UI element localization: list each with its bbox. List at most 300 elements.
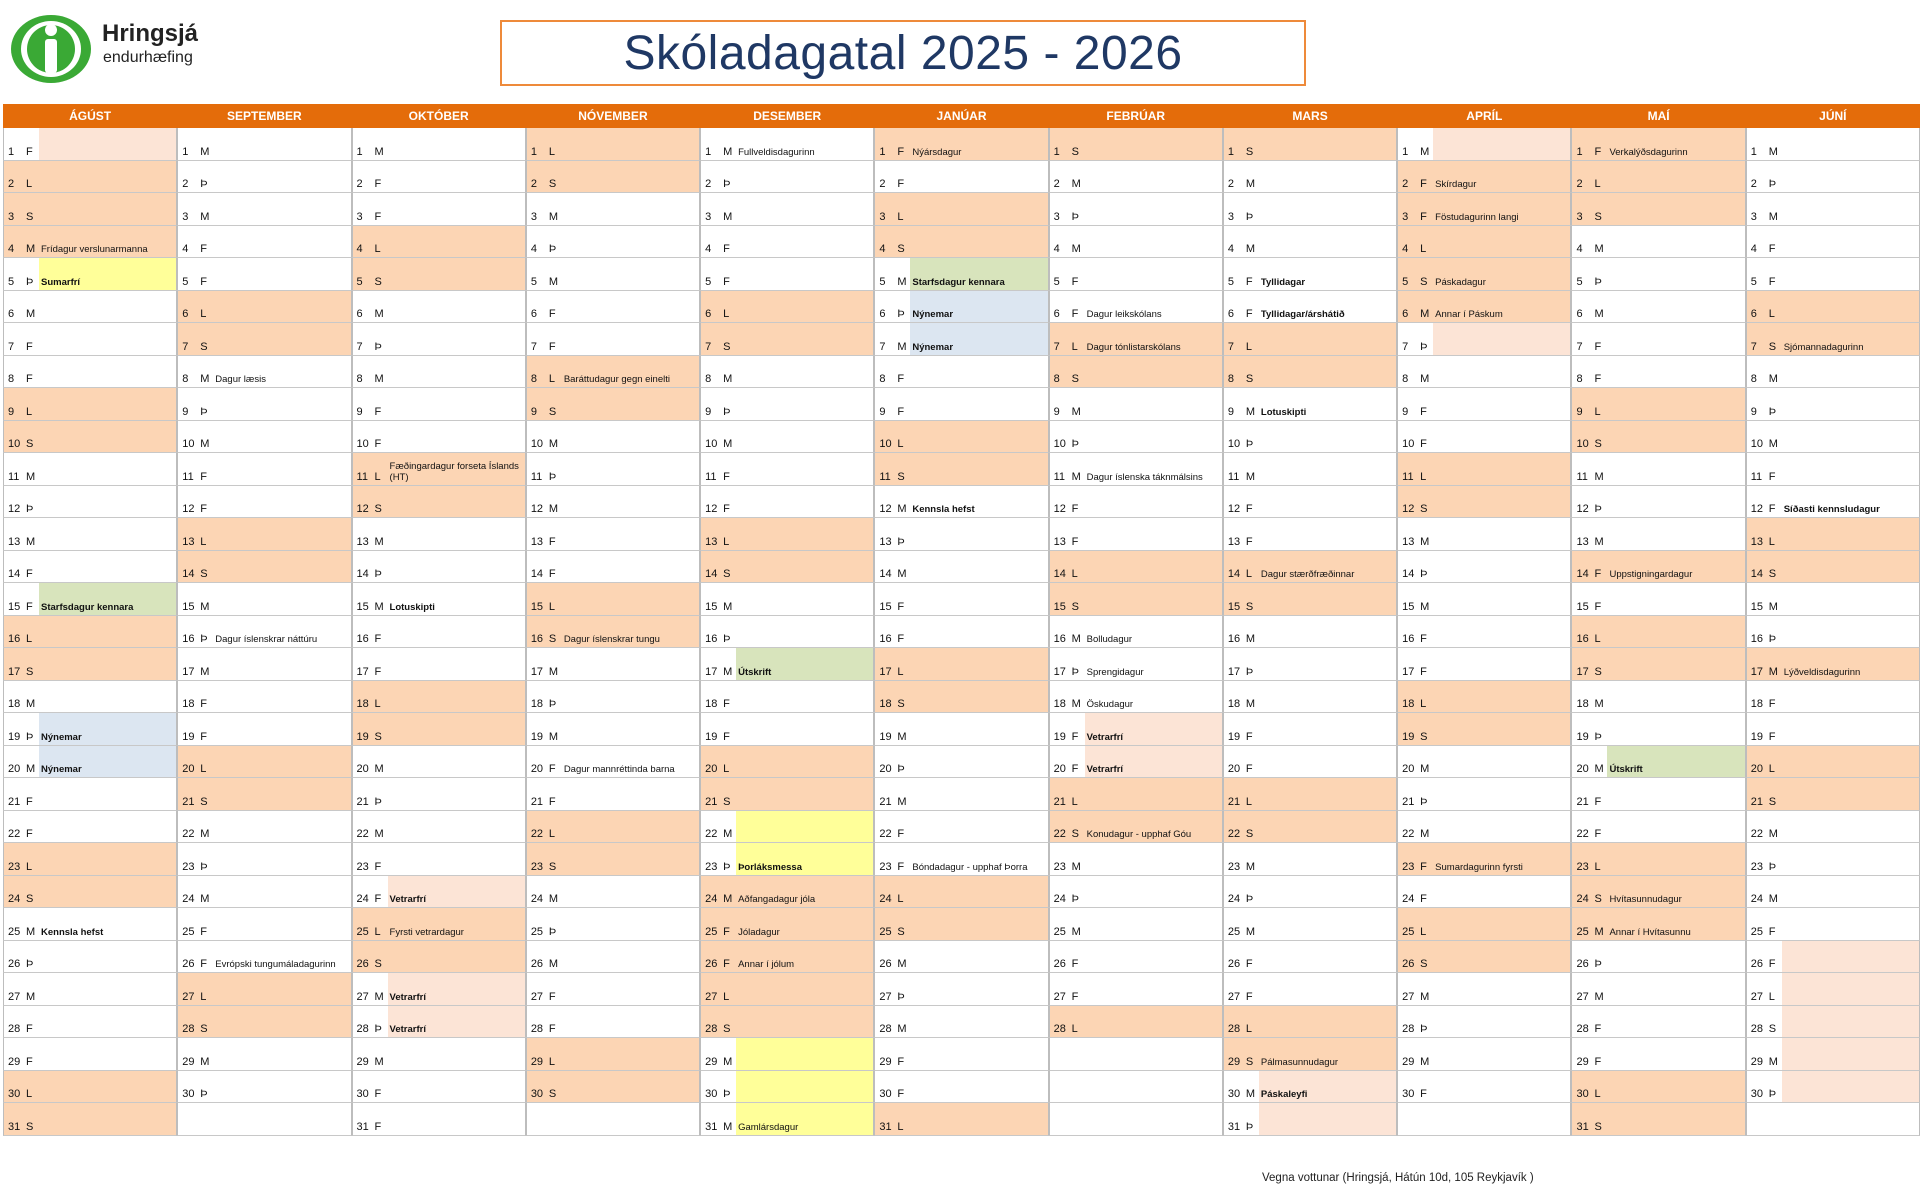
weekday-letter: S (1071, 600, 1079, 613)
weekday-letter: L (374, 698, 381, 710)
weekday-letter: F (897, 373, 905, 385)
event-cell (910, 811, 1048, 844)
day-cell (352, 1038, 388, 1071)
event-cell (1085, 421, 1223, 454)
event-label: Tyllidagar/árshátið (1260, 309, 1345, 320)
day-cell (1397, 713, 1433, 746)
day-number: 25 (8, 925, 21, 938)
event-cell (562, 941, 700, 974)
event-cell (1085, 161, 1223, 194)
day-number: 20 (182, 763, 195, 775)
weekday-letter: F (374, 860, 382, 873)
event-cell (1085, 1071, 1223, 1104)
weekday-letter: F (1768, 925, 1776, 938)
weekday-letter: F (723, 925, 730, 938)
weekday-letter: L (1071, 795, 1078, 808)
weekday-letter: S (548, 405, 557, 418)
weekday-letter: S (1594, 438, 1602, 450)
event-cell (1782, 876, 1920, 909)
weekday-letter: F (1594, 340, 1602, 353)
event-cell (39, 388, 177, 421)
event-label: Lotuskipti (389, 601, 435, 613)
weekday-letter: Þ (1071, 893, 1079, 905)
day-cell (177, 746, 213, 779)
weekday-letter: L (26, 1088, 33, 1100)
day-number: 30 (182, 1088, 195, 1100)
event-cell (388, 258, 526, 291)
weekday-letter: F (723, 730, 730, 743)
day-number: 26 (879, 958, 892, 970)
weekday-letter: F (1768, 958, 1776, 970)
event-cell (1259, 1071, 1397, 1104)
event-cell (213, 1071, 351, 1104)
day-number: 2 (705, 178, 712, 190)
event-cell (910, 128, 1048, 161)
event-label: Jóladagur (738, 926, 780, 938)
day-number: 27 (182, 990, 195, 1003)
event-label: Konudagur - upphaf Góu (1086, 829, 1192, 840)
event-cell (1259, 453, 1397, 486)
weekday-letter: L (897, 438, 904, 450)
day-number: 15 (705, 600, 718, 613)
weekday-letter: M (548, 503, 558, 515)
weekday-letter: L (1594, 178, 1601, 190)
weekday-letter: S (1245, 145, 1254, 158)
day-cell (1746, 291, 1782, 324)
day-cell (1223, 1006, 1259, 1039)
event-cell (213, 973, 351, 1006)
event-cell (388, 128, 526, 161)
day-number: 31 (705, 1120, 718, 1133)
weekday-letter: M (723, 893, 733, 905)
day-cell (1746, 973, 1782, 1006)
weekday-letter: F (374, 438, 382, 450)
event-cell (1607, 323, 1745, 356)
day-cell (700, 876, 736, 909)
event-label: Þorláksmessa (738, 861, 802, 873)
weekday-letter: S (1245, 373, 1254, 385)
weekday-letter: Þ (548, 925, 557, 938)
weekday-letter: F (548, 795, 556, 808)
day-cell (1397, 908, 1433, 941)
day-cell (700, 323, 736, 356)
weekday-letter: Þ (1420, 1023, 1428, 1035)
day-cell (700, 941, 736, 974)
day-cell (177, 226, 213, 259)
weekday-letter: Þ (1768, 633, 1777, 645)
day-cell (526, 258, 562, 291)
weekday-letter: F (897, 1055, 905, 1068)
event-cell (910, 973, 1048, 1006)
event-cell (736, 811, 874, 844)
day-number: 30 (1402, 1088, 1415, 1100)
weekday-letter: F (1768, 275, 1776, 288)
day-number: 27 (356, 990, 369, 1003)
day-number: 28 (1750, 1023, 1763, 1035)
day-number: 2 (530, 178, 537, 190)
event-cell (1782, 291, 1920, 324)
event-cell (736, 486, 874, 519)
day-number: 10 (1227, 438, 1241, 450)
weekday-letter: M (1071, 470, 1081, 483)
day-cell (352, 876, 388, 909)
day-number: 12 (1750, 503, 1763, 515)
day-cell (352, 258, 388, 291)
event-label: Útskrift (1609, 764, 1643, 775)
weekday-letter: M (723, 373, 733, 385)
day-number: 26 (530, 958, 544, 970)
event-label: Lýðveldisdagurinn (1783, 666, 1861, 678)
weekday-letter: S (1420, 275, 1428, 288)
weekday-letter: F (897, 145, 905, 158)
weekday-letter: S (1594, 665, 1602, 678)
event-cell (388, 1071, 526, 1104)
event-cell (213, 518, 351, 551)
event-cell (39, 843, 177, 876)
event-cell (1433, 421, 1571, 454)
day-cell (352, 713, 388, 746)
day-cell (177, 1103, 213, 1136)
day-number: 27 (1576, 990, 1589, 1003)
weekday-letter: Þ (723, 860, 731, 873)
event-cell (562, 1006, 700, 1039)
weekday-letter: S (1420, 730, 1428, 743)
month-header: NÓVEMBER (526, 104, 700, 128)
day-cell (526, 421, 562, 454)
event-cell (1085, 388, 1223, 421)
day-number: 8 (530, 373, 537, 385)
event-cell (39, 356, 177, 389)
weekday-letter: M (1071, 698, 1081, 710)
event-cell (39, 778, 177, 811)
event-cell (1259, 193, 1397, 226)
day-number: 31 (8, 1120, 21, 1133)
day-number: 27 (1402, 990, 1415, 1003)
weekday-letter: M (1768, 373, 1778, 385)
day-number: 11 (879, 470, 891, 483)
event-cell (910, 843, 1048, 876)
day-cell (526, 648, 562, 681)
event-cell (736, 421, 874, 454)
weekday-letter: F (1420, 633, 1427, 645)
day-number: 2 (879, 178, 886, 190)
weekday-letter: M (1768, 828, 1778, 840)
weekday-letter: F (1420, 178, 1427, 190)
event-cell (1085, 226, 1223, 259)
event-cell (213, 193, 351, 226)
day-cell (3, 356, 39, 389)
day-number: 29 (1402, 1055, 1415, 1068)
weekday-letter: F (897, 1088, 905, 1100)
day-number: 16 (356, 633, 369, 645)
day-number: 1 (1227, 145, 1235, 158)
weekday-letter: Þ (548, 698, 557, 710)
day-cell (352, 291, 388, 324)
weekday-letter: S (897, 698, 905, 710)
day-cell (1049, 811, 1085, 844)
event-cell (213, 356, 351, 389)
day-number: 18 (8, 698, 21, 710)
event-cell (562, 811, 700, 844)
day-number: 19 (8, 730, 21, 743)
weekday-letter: F (374, 1120, 382, 1133)
event-cell (910, 941, 1048, 974)
weekday-letter: S (723, 1023, 731, 1035)
day-cell (1049, 616, 1085, 649)
event-cell (736, 323, 874, 356)
weekday-letter: M (1420, 535, 1430, 548)
day-cell (700, 518, 736, 551)
day-cell (874, 291, 910, 324)
page-title: Skóladagatal 2025 - 2026 (623, 26, 1183, 80)
event-cell (1085, 551, 1223, 584)
weekday-letter: F (1594, 1055, 1602, 1068)
event-cell (1433, 908, 1571, 941)
day-cell (352, 323, 388, 356)
weekday-letter: M (548, 730, 558, 743)
event-cell (1607, 1038, 1745, 1071)
day-number: 17 (182, 665, 195, 678)
day-number: 1 (1402, 145, 1409, 158)
month-header: MAÍ (1571, 104, 1745, 128)
weekday-letter: L (1071, 568, 1078, 580)
event-cell (910, 161, 1048, 194)
weekday-letter: S (1594, 893, 1602, 905)
day-number: 2 (1750, 178, 1757, 190)
day-cell (1223, 128, 1259, 161)
weekday-letter: Þ (1768, 405, 1777, 418)
weekday-letter: F (1245, 730, 1253, 743)
weekday-letter: M (374, 763, 384, 775)
weekday-letter: F (200, 470, 207, 483)
day-number: 14 (1053, 568, 1066, 580)
day-number: 31 (1576, 1120, 1589, 1133)
day-cell (700, 193, 736, 226)
day-number: 28 (1576, 1023, 1589, 1035)
day-cell (3, 941, 39, 974)
day-number: 21 (1576, 795, 1589, 808)
event-cell (1607, 551, 1745, 584)
day-number: 22 (1750, 828, 1763, 840)
day-cell (1223, 193, 1259, 226)
day-number: 24 (705, 893, 718, 905)
weekday-letter: M (1594, 763, 1604, 775)
day-cell (352, 843, 388, 876)
weekday-letter: S (200, 340, 208, 353)
event-label: Dagur leikskólans (1086, 309, 1162, 320)
day-cell (1049, 746, 1085, 779)
day-number: 5 (879, 275, 886, 288)
event-label: Nýársdagur (912, 146, 962, 158)
day-number: 1 (530, 145, 537, 158)
event-cell (910, 583, 1048, 616)
event-cell (1607, 291, 1745, 324)
day-cell (1397, 876, 1433, 909)
day-number: 10 (182, 438, 195, 450)
day-cell (1571, 811, 1607, 844)
day-number: 12 (182, 503, 195, 515)
event-cell (562, 1038, 700, 1071)
weekday-letter: S (1245, 828, 1254, 840)
weekday-letter: F (548, 308, 556, 320)
weekday-letter: Þ (26, 275, 34, 288)
day-number: 29 (1576, 1055, 1589, 1068)
weekday-letter: Þ (897, 308, 905, 320)
weekday-letter: F (1245, 503, 1253, 515)
day-cell (1397, 323, 1433, 356)
event-label: Dagur stærðfræðinnar (1260, 569, 1355, 580)
day-cell (1746, 388, 1782, 421)
day-cell (874, 1103, 910, 1136)
day-cell (1397, 1071, 1433, 1104)
day-cell (1746, 486, 1782, 519)
event-cell (388, 778, 526, 811)
day-number: 25 (879, 925, 892, 938)
day-number: 21 (356, 795, 369, 808)
month-header: MARS (1223, 104, 1397, 128)
day-cell (3, 1038, 39, 1071)
day-cell (1223, 161, 1259, 194)
event-cell (39, 161, 177, 194)
weekday-letter: M (723, 665, 733, 678)
day-cell (1571, 1071, 1607, 1104)
day-cell (1746, 323, 1782, 356)
day-number: 12 (1402, 503, 1415, 515)
day-number: 13 (879, 535, 892, 548)
day-number: 20 (356, 763, 369, 775)
weekday-letter: F (26, 145, 33, 158)
event-cell (736, 746, 874, 779)
weekday-letter: M (26, 243, 36, 255)
event-cell (213, 941, 351, 974)
day-cell (1049, 551, 1085, 584)
weekday-letter: L (548, 600, 555, 613)
weekday-letter: F (374, 893, 382, 905)
day-cell (1746, 811, 1782, 844)
day-number: 17 (530, 665, 544, 678)
event-cell (388, 616, 526, 649)
day-number: 18 (356, 698, 369, 710)
event-cell (562, 551, 700, 584)
event-cell (39, 421, 177, 454)
weekday-letter: F (723, 503, 730, 515)
event-cell (1607, 876, 1745, 909)
weekday-letter: F (1594, 795, 1602, 808)
day-number: 19 (1227, 730, 1241, 743)
day-number: 16 (530, 633, 544, 645)
day-number: 13 (1750, 535, 1763, 548)
day-cell (3, 713, 39, 746)
day-cell (177, 551, 213, 584)
hringsja-logo-icon (10, 14, 93, 84)
day-cell (1746, 518, 1782, 551)
day-cell (1746, 713, 1782, 746)
event-cell (910, 1006, 1048, 1039)
day-number: 2 (1576, 178, 1583, 190)
day-cell (1746, 1006, 1782, 1039)
day-number: 24 (1402, 893, 1415, 905)
day-number: 13 (530, 535, 544, 548)
event-cell (1607, 388, 1745, 421)
event-cell (1782, 258, 1920, 291)
weekday-letter: M (1420, 828, 1430, 840)
day-cell (700, 843, 736, 876)
day-number: 20 (1053, 763, 1066, 775)
event-cell (388, 323, 526, 356)
day-number: 16 (1750, 633, 1763, 645)
event-cell (1433, 323, 1571, 356)
weekday-letter: Þ (1245, 1120, 1254, 1133)
day-cell (177, 973, 213, 1006)
event-cell (39, 1103, 177, 1136)
event-cell (213, 1038, 351, 1071)
event-cell (1782, 193, 1920, 226)
event-label: Aðfangadagur jóla (738, 894, 816, 905)
day-cell (1571, 193, 1607, 226)
event-label: Dagur mannréttinda barna (563, 764, 675, 775)
event-cell (562, 226, 700, 259)
event-cell (910, 551, 1048, 584)
day-cell (3, 193, 39, 226)
day-number: 12 (530, 503, 544, 515)
weekday-letter: Þ (374, 795, 382, 808)
event-cell (562, 128, 700, 161)
day-cell (874, 713, 910, 746)
day-cell (1746, 193, 1782, 226)
event-cell (736, 583, 874, 616)
weekday-letter: M (723, 828, 733, 840)
event-cell (388, 551, 526, 584)
event-label: Páskadagur (1435, 276, 1486, 288)
day-cell (3, 616, 39, 649)
event-label: Vetrarfrí (1086, 764, 1124, 775)
event-cell (1782, 356, 1920, 389)
event-label: Dagur íslenska táknmálsins (1086, 471, 1203, 483)
event-cell (39, 908, 177, 941)
event-cell (39, 193, 177, 226)
weekday-letter: F (897, 178, 905, 190)
weekday-letter: Þ (26, 958, 34, 970)
event-cell (1259, 161, 1397, 194)
weekday-letter: F (200, 698, 207, 710)
day-number: 31 (879, 1120, 892, 1133)
weekday-letter: F (1071, 275, 1079, 288)
day-number: 13 (1053, 535, 1066, 548)
event-cell (910, 453, 1048, 486)
day-number: 26 (1227, 958, 1241, 970)
day-number: 10 (1053, 438, 1066, 450)
event-cell (388, 356, 526, 389)
event-cell (1782, 811, 1920, 844)
day-cell (1049, 876, 1085, 909)
weekday-letter: Þ (200, 860, 208, 873)
day-cell (1223, 648, 1259, 681)
day-cell (1397, 128, 1433, 161)
event-label: Lotuskipti (1260, 406, 1307, 418)
day-number: 21 (1750, 795, 1763, 808)
event-cell (213, 908, 351, 941)
event-cell (1782, 713, 1920, 746)
day-cell (1746, 616, 1782, 649)
event-cell (1259, 388, 1397, 421)
day-cell (1571, 258, 1607, 291)
weekday-letter: F (1245, 308, 1253, 320)
day-number: 16 (1053, 633, 1066, 645)
event-cell (1259, 908, 1397, 941)
day-number: 7 (182, 340, 189, 353)
event-cell (1607, 746, 1745, 779)
day-cell (526, 1103, 562, 1136)
